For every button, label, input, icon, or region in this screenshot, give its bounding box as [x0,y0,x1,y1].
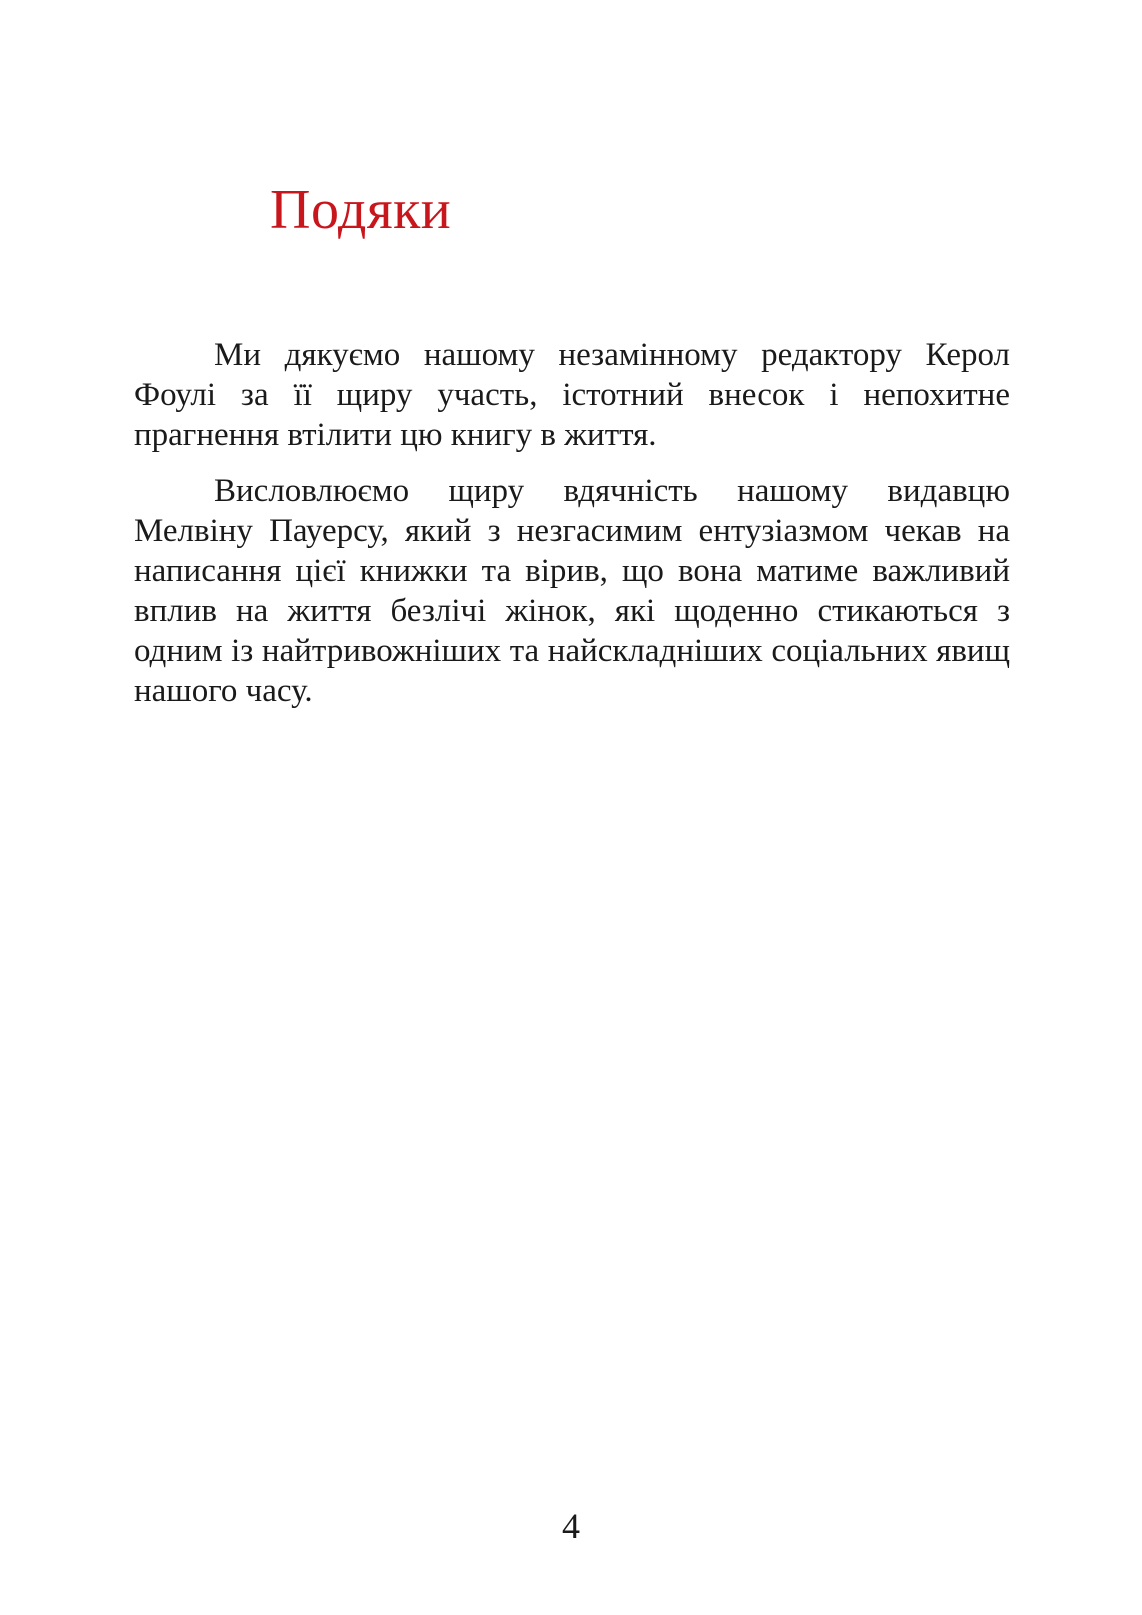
page-heading: Подяки [270,179,452,241]
paragraph-2: Висловлюємо щиру вдячність нашому видавцю Мелвіну Пауерсу, який з незгасимим ентузіазмом чекав на написання цієї книжки та вірив, що вона матиме важливий вплив на життя безлічі жінок, які щоденно стикаються з одним із найтривожніших та найскладніших соціальних явищ нашого часу. [134,473,1010,709]
body-text [134,335,1010,727]
page-number: 4 [562,1506,580,1546]
paragraph-1: Ми дякуємо нашому незамінному редактору Керол Фоулі за її щиру участь, істотний внесок і непохитне прагнення втілити цю книгу в життя. [134,337,1010,453]
